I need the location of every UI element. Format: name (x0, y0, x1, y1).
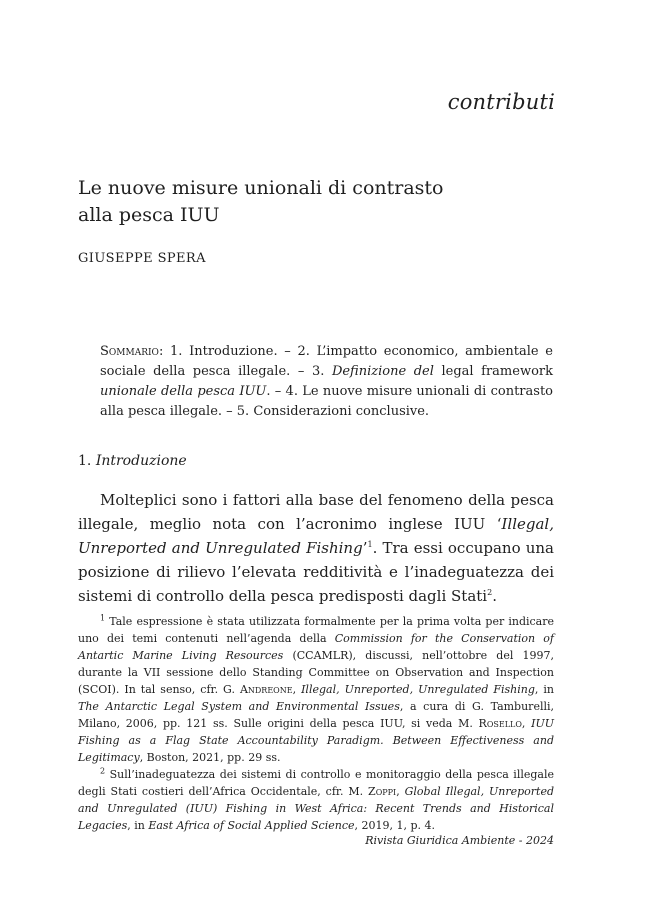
article-title-line-1: Le nuove misure unionali di contrasto (78, 177, 444, 199)
body-text: . (492, 587, 497, 605)
footnote-1 (78, 613, 554, 766)
footnote-text: , in (127, 819, 149, 832)
body-paragraph (78, 488, 554, 608)
footnote-text-italic: IUU Fishing as a Flag State Accountability Paradigm. Between Effectiveness and Legitimacy (78, 717, 555, 764)
summary-text: legal framework (433, 364, 553, 379)
summary-text: : 1. Introduzione. – 2. L’impatto economico, ambientale e sociale della pesca illegale. – 3. (100, 344, 553, 379)
article-title (78, 175, 498, 229)
footnote-number: 2 (100, 766, 106, 776)
body-text-italic: Illegal, Unreported and Unregulated Fishing (78, 515, 554, 557)
footnote-ref-1[interactable]: 1 (367, 540, 373, 549)
footnote-ref-2[interactable]: 2 (487, 588, 493, 597)
footnote-text: , (396, 785, 405, 798)
summary-block (100, 342, 553, 422)
footnote-text-italic: East Africa of Social Applied Science (148, 819, 355, 832)
section-heading (78, 453, 187, 469)
journal-name: Rivista Giuridica Ambiente (365, 834, 516, 847)
summary-text-italic: Definizione del (331, 364, 434, 379)
summary-label: Sommario (100, 344, 159, 359)
section-number: 1. (78, 453, 92, 469)
footnote-text-italic: Commission for the Conservation of Antartic Marine Living Resources (78, 632, 554, 662)
footnote-text: , 2019, 1, p. 4. (354, 819, 436, 832)
body-text: ’ (362, 539, 368, 557)
summary-text: . – 4. Le nuove misure unionali di contrasto alla pesca illegale. – 5. Considerazioni conclusive. (100, 384, 553, 419)
journal-year: 2024 (526, 834, 554, 847)
footnote-text: , Boston, 2021, pp. 29 ss. (139, 751, 281, 764)
footnotes-block (78, 613, 554, 834)
footnote-text: , (521, 717, 532, 730)
footnote-text: , a cura di G. Tamburelli, Milano, 2006, pp. 121 ss. Sulle origini della pesca IUU, si veda M. (78, 700, 554, 730)
footnote-text-italic: Global Illegal, Unreported and Unregulated (IUU) Fishing in West Africa: Recent Trends and Historical Legacies (78, 785, 554, 832)
body-text: Molteplici sono i fattori alla base del fenomeno della pesca illegale, meglio nota con l’acronimo inglese IUU ‘ (78, 491, 554, 533)
footnote-text: Tale espressione è stata utilizzata formalmente per la prima volta per indicare uno dei temi contenuti nell’agenda della (78, 615, 554, 645)
footnote-text: Sull’inadeguatezza dei sistemi di controllo e monitoraggio della pesca illegale degli Stati costieri dell’Africa Occidentale, cfr. M. (78, 768, 554, 798)
article-title-line-2: alla pesca IUU (78, 204, 220, 226)
footnote-text-italic: The Antarctic Legal System and Environmental Issues (78, 700, 400, 713)
footnote-number: 1 (100, 613, 106, 623)
footnote-2 (78, 766, 554, 834)
footnote-text: , (292, 683, 302, 696)
article-author: GIUSEPPE SPERA (78, 251, 206, 266)
footnote-text: (CCAMLR), discussi, nell’ottobre del 1997, durante la VII sessione dello Standing Committee on Observation and Inspection (SCOI). In tal senso, cfr. G. (78, 649, 554, 696)
footnote-author-name: Zoppi (368, 785, 397, 798)
footnote-text-italic: Illegal, Unreported, Unregulated Fishing (301, 683, 535, 696)
summary-text-italic: unionale della pesca IUU (100, 384, 267, 399)
section-label: contributi (447, 90, 555, 114)
footer-separator: - (515, 834, 526, 847)
running-footer (365, 834, 554, 847)
footnote-author-name: Andreone (239, 683, 293, 696)
body-text: . Tra essi occupano una posizione di rilievo l’elevata redditività e l’inadeguatezza dei sistemi di controllo della pesca predisposti dagli Stati (78, 539, 554, 605)
footnote-author-name: Rosello (478, 717, 522, 730)
footnote-text: , in (534, 683, 554, 696)
section-title: Introduzione (95, 453, 187, 469)
